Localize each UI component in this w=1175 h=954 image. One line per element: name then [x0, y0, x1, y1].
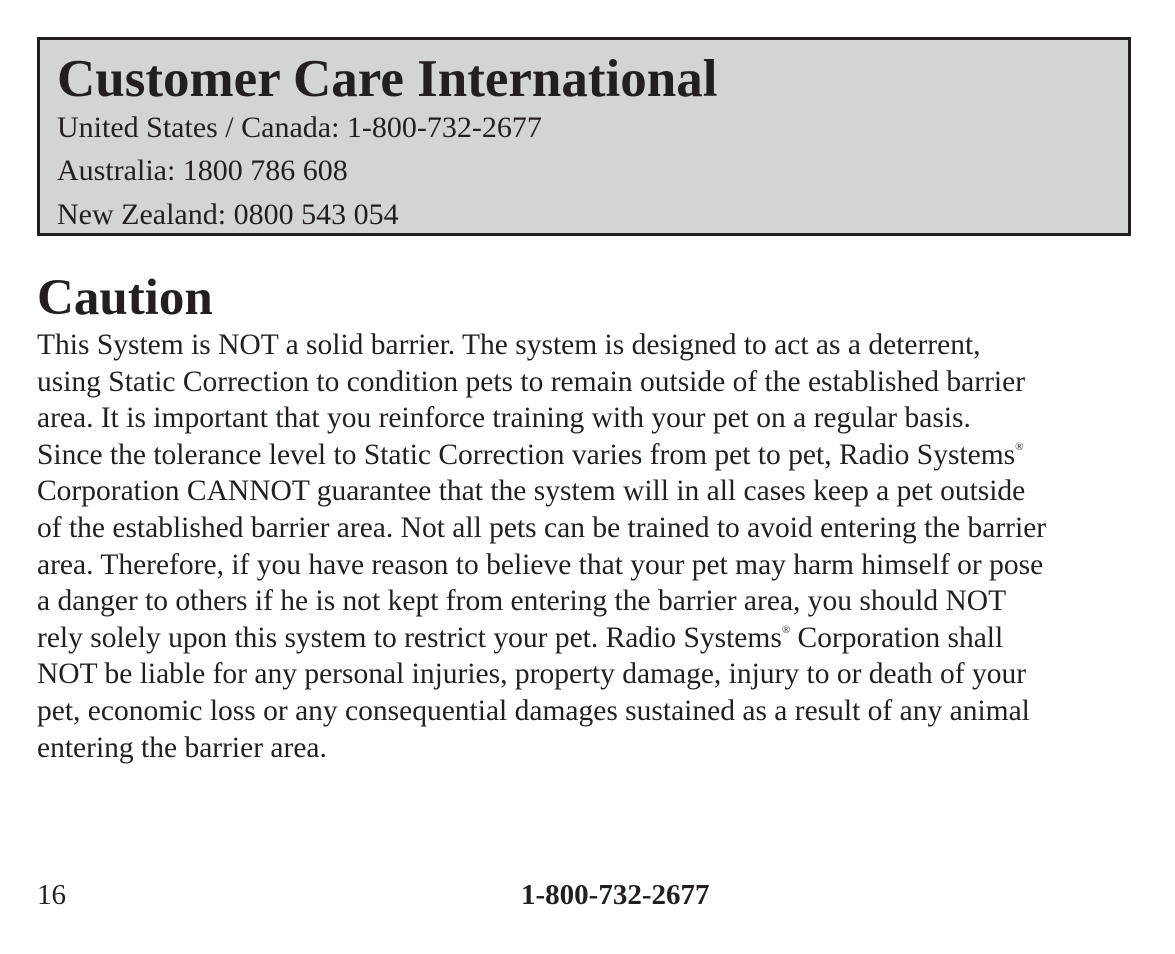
caution-line-4-text: Since the tolerance level to Static Correction varies from pet to pet, Radio Systems [37, 438, 1016, 471]
registered-trademark-mark: ® [1015, 440, 1024, 453]
caution-line-10: NOT be liable for any personal injuries, property damage, injury to or death of your [37, 658, 1027, 691]
caution-line-9 [37, 620, 1137, 657]
caution-line-8: a danger to others if he is not kept from entering the barrier area, you should NOT [37, 585, 1007, 618]
customer-care-title: Customer Care International [57, 50, 718, 108]
caution-line-6: of the established barrier area. Not all pets can be trained to avoid entering the barrier [37, 511, 1047, 544]
caution-line-1: This System is NOT a solid barrier. The system is designed to act as a deterrent, [37, 329, 981, 361]
caution-line-9-text-a: rely solely upon this system to restrict your pet. Radio Systems [37, 621, 782, 654]
caution-line-9-text-b: Corporation shall [790, 621, 1004, 654]
caution-line-5: Corporation CANNOT guarantee that the system will in all cases keep a pet outside [37, 475, 1026, 508]
footer-phone-number: 1-800-732-2677 [521, 879, 710, 911]
caution-line-7: area. Therefore, if you have reason to believe that your pet may harm himself or pose [37, 548, 1044, 581]
customer-care-box [37, 37, 1131, 236]
us-canada-phone: United States / Canada: 1-800-732-2677 [57, 111, 542, 144]
caution-line-3: area. It is important that you reinforce training with your pet on a regular basis. [37, 402, 971, 435]
caution-line-11: pet, economic loss or any consequential damages sustained as a result of any animal [37, 694, 1030, 727]
new-zealand-phone: New Zealand: 0800 543 054 [57, 198, 399, 231]
caution-line-2: using Static Correction to condition pets to remain outside of the established barrier [37, 365, 1026, 398]
caution-line-4 [37, 437, 1137, 474]
caution-title: Caution [37, 270, 213, 326]
australia-phone: Australia: 1800 786 608 [57, 154, 348, 187]
caution-line-12: entering the barrier area. [37, 731, 327, 764]
registered-trademark-mark: ® [781, 623, 791, 636]
page-number: 16 [37, 879, 66, 911]
caution-paragraph [37, 327, 1137, 766]
